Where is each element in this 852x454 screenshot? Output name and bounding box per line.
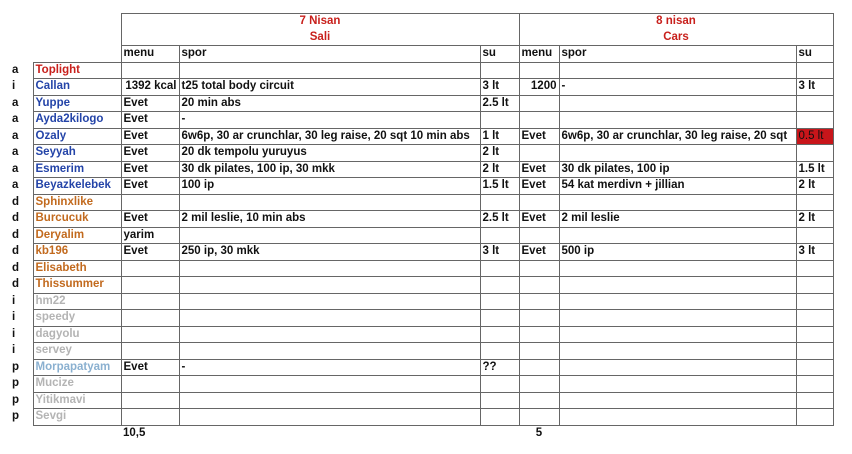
- day2-spor-cell[interactable]: [559, 293, 796, 310]
- day1-su-cell[interactable]: [480, 310, 519, 327]
- day2-date: 8 nisan: [519, 14, 833, 30]
- day1-spor-cell[interactable]: 2 mil leslie, 10 min abs: [179, 211, 480, 228]
- day2-su-header: su: [796, 46, 833, 63]
- status-flag[interactable]: a: [12, 162, 19, 175]
- day1-spor-cell[interactable]: [179, 62, 480, 79]
- day2-spor-cell[interactable]: [559, 326, 796, 343]
- day1-su-cell[interactable]: [480, 293, 519, 310]
- day1-su-cell[interactable]: 3 lt: [480, 79, 519, 96]
- day1-menu-cell[interactable]: [121, 62, 179, 79]
- status-flag[interactable]: p: [12, 360, 20, 373]
- day2-menu-cell[interactable]: 1200: [519, 79, 559, 96]
- day1-su-cell[interactable]: [480, 227, 519, 244]
- participant-name[interactable]: Burcucuk: [33, 211, 121, 228]
- day1-su-cell[interactable]: [480, 409, 519, 426]
- day1-spor-cell[interactable]: 250 ip, 30 mkk: [179, 244, 480, 261]
- table-row: [10, 95, 833, 112]
- table-row: [10, 112, 833, 129]
- day1-menu-cell[interactable]: yarim: [121, 227, 179, 244]
- status-flag[interactable]: a: [12, 179, 19, 192]
- day1-menu-cell[interactable]: Evet: [121, 161, 179, 178]
- table-row: [10, 326, 833, 343]
- day2-total: 5: [535, 426, 543, 439]
- table-row: [10, 128, 833, 145]
- day1-spor-cell[interactable]: [179, 194, 480, 211]
- day1-su-cell[interactable]: [480, 392, 519, 409]
- day2-su-cell[interactable]: [796, 95, 833, 112]
- day2-menu-cell[interactable]: [519, 343, 559, 360]
- day1-spor-cell[interactable]: [179, 343, 480, 360]
- day2-su-cell[interactable]: [796, 392, 833, 409]
- participant-name[interactable]: Sevgi: [33, 409, 121, 426]
- day1-su-cell[interactable]: ??: [480, 359, 519, 376]
- participant-name[interactable]: Ayda2kilogo: [33, 112, 121, 129]
- date-row: [10, 14, 833, 30]
- participant-name[interactable]: Yitikmavi: [33, 392, 121, 409]
- day1-spor-cell[interactable]: [179, 376, 480, 393]
- day2-spor-cell[interactable]: [559, 112, 796, 129]
- day2-su-cell[interactable]: [796, 409, 833, 426]
- table-row: [10, 244, 833, 261]
- status-flag[interactable]: d: [12, 228, 20, 241]
- day1-menu-cell[interactable]: Evet: [121, 244, 179, 261]
- day1-menu-cell[interactable]: [121, 326, 179, 343]
- day1-spor-cell[interactable]: 20 min abs: [179, 95, 480, 112]
- day1-spor-cell[interactable]: 6w6p, 30 ar crunchlar, 30 leg raise, 20 sqt 10 min abs: [179, 128, 480, 145]
- status-flag[interactable]: i: [12, 344, 16, 357]
- day2-menu-cell[interactable]: [519, 112, 559, 129]
- status-flag[interactable]: p: [12, 410, 20, 423]
- participant-name[interactable]: kb196: [33, 244, 121, 261]
- participant-name[interactable]: Callan: [33, 79, 121, 96]
- status-flag[interactable]: i: [12, 294, 16, 307]
- day2-su-cell[interactable]: [796, 145, 833, 162]
- day1-spor-cell[interactable]: [179, 260, 480, 277]
- day1-su-cell[interactable]: [480, 343, 519, 360]
- table-row: [10, 392, 833, 409]
- day2-menu-cell[interactable]: Evet: [519, 178, 559, 195]
- day1-spor-cell[interactable]: [179, 310, 480, 327]
- day1-menu-cell[interactable]: Evet: [121, 128, 179, 145]
- day2-su-cell[interactable]: [796, 277, 833, 294]
- day1-spor-cell[interactable]: [179, 409, 480, 426]
- status-flag[interactable]: a: [12, 129, 19, 142]
- day2-menu-cell[interactable]: Evet: [519, 244, 559, 261]
- day1-su-cell[interactable]: 1 lt: [480, 128, 519, 145]
- day2-menu-cell[interactable]: [519, 409, 559, 426]
- day1-su-cell[interactable]: 2 lt: [480, 145, 519, 162]
- day2-su-cell[interactable]: [796, 194, 833, 211]
- day2-spor-cell[interactable]: [559, 227, 796, 244]
- day2-spor-cell[interactable]: [559, 376, 796, 393]
- participant-name[interactable]: hm22: [33, 293, 121, 310]
- day2-spor-cell[interactable]: [559, 392, 796, 409]
- day2-su-cell[interactable]: [796, 227, 833, 244]
- day2-su-cell[interactable]: [796, 310, 833, 327]
- day1-spor-cell[interactable]: -: [179, 112, 480, 129]
- status-flag[interactable]: i: [12, 80, 16, 93]
- day1-menu-cell[interactable]: [121, 392, 179, 409]
- status-flag[interactable]: d: [12, 261, 20, 274]
- status-flag[interactable]: a: [12, 63, 19, 76]
- day2-menu-cell[interactable]: [519, 95, 559, 112]
- table-row: [10, 277, 833, 294]
- day2-menu-cell[interactable]: [519, 310, 559, 327]
- day2-menu-cell[interactable]: [519, 326, 559, 343]
- participant-name[interactable]: Deryalim: [33, 227, 121, 244]
- day2-spor-cell[interactable]: [559, 145, 796, 162]
- table-row: [10, 359, 833, 376]
- day1-menu-cell[interactable]: Evet: [121, 112, 179, 129]
- day1-menu-cell[interactable]: [121, 260, 179, 277]
- participant-name[interactable]: Beyazkelebek: [33, 178, 121, 195]
- day1-menu-cell[interactable]: [121, 277, 179, 294]
- day2-menu-cell[interactable]: Evet: [519, 128, 559, 145]
- weekday-row: [10, 30, 833, 46]
- table-row: [10, 409, 833, 426]
- column-header-row: [10, 46, 833, 63]
- status-flag[interactable]: d: [12, 278, 20, 291]
- day1-menu-cell[interactable]: [121, 409, 179, 426]
- day2-menu-cell[interactable]: [519, 277, 559, 294]
- day2-menu-cell[interactable]: [519, 227, 559, 244]
- day1-spor-cell[interactable]: [179, 392, 480, 409]
- day1-menu-cell[interactable]: [121, 343, 179, 360]
- day2-su-cell[interactable]: [796, 112, 833, 129]
- participant-name[interactable]: dagyolu: [33, 326, 121, 343]
- day2-su-cell[interactable]: 0.5 lt: [796, 128, 833, 145]
- day1-menu-cell[interactable]: [121, 376, 179, 393]
- table-row: [10, 178, 833, 195]
- day2-su-cell[interactable]: [796, 260, 833, 277]
- day1-menu-cell[interactable]: [121, 194, 179, 211]
- status-flag[interactable]: a: [12, 146, 19, 159]
- table-row: [10, 194, 833, 211]
- day1-spor-cell[interactable]: t25 total body circuit: [179, 79, 480, 96]
- day1-total: 10,5: [123, 426, 146, 439]
- day2-menu-cell[interactable]: [519, 293, 559, 310]
- day2-spor-cell[interactable]: [559, 359, 796, 376]
- day1-spor-header: spor: [179, 46, 480, 63]
- table-row: [10, 79, 833, 96]
- participant-name[interactable]: Ozaly: [33, 128, 121, 145]
- day2-menu-cell[interactable]: [519, 376, 559, 393]
- day1-spor-cell[interactable]: 100 ip: [179, 178, 480, 195]
- participant-name[interactable]: servey: [33, 343, 121, 360]
- day1-spor-cell[interactable]: [179, 293, 480, 310]
- day1-spor-cell[interactable]: [179, 277, 480, 294]
- status-flag[interactable]: d: [12, 245, 20, 258]
- participant-name[interactable]: Yuppe: [33, 95, 121, 112]
- day1-menu-cell[interactable]: Evet: [121, 178, 179, 195]
- day2-spor-cell[interactable]: [559, 95, 796, 112]
- table-row: [10, 293, 833, 310]
- day1-spor-cell[interactable]: [179, 227, 480, 244]
- status-flag[interactable]: p: [12, 393, 20, 406]
- participant-name[interactable]: Thissummer: [33, 277, 121, 294]
- day1-menu-cell[interactable]: Evet: [121, 211, 179, 228]
- day1-su-cell[interactable]: [480, 376, 519, 393]
- day1-su-cell[interactable]: [480, 277, 519, 294]
- day1-su-cell[interactable]: 2.5 lt: [480, 95, 519, 112]
- day2-su-cell[interactable]: 1.5 lt: [796, 161, 833, 178]
- table-row: [10, 376, 833, 393]
- day2-su-cell[interactable]: [796, 62, 833, 79]
- participant-name[interactable]: Elisabeth: [33, 260, 121, 277]
- day2-menu-cell[interactable]: [519, 260, 559, 277]
- day2-su-cell[interactable]: 2 lt: [796, 178, 833, 195]
- day1-spor-cell[interactable]: 20 dk tempolu yuruyus: [179, 145, 480, 162]
- status-flag[interactable]: a: [12, 96, 19, 109]
- day1-menu-cell[interactable]: Evet: [121, 95, 179, 112]
- table-row: [10, 145, 833, 162]
- day1-menu-cell[interactable]: [121, 310, 179, 327]
- participant-name[interactable]: Toplight: [33, 62, 121, 79]
- day1-su-cell[interactable]: [480, 326, 519, 343]
- day2-spor-cell[interactable]: [559, 409, 796, 426]
- day2-spor-cell[interactable]: [559, 343, 796, 360]
- day1-weekday: Sali: [121, 30, 519, 46]
- day2-su-cell[interactable]: 2 lt: [796, 211, 833, 228]
- status-flag[interactable]: i: [12, 311, 16, 324]
- day2-su-cell[interactable]: [796, 359, 833, 376]
- day1-spor-cell[interactable]: [179, 326, 480, 343]
- day2-menu-cell[interactable]: [519, 359, 559, 376]
- status-flag[interactable]: a: [12, 113, 19, 126]
- day1-su-cell[interactable]: 2 lt: [480, 161, 519, 178]
- day2-spor-cell[interactable]: [559, 260, 796, 277]
- participant-name[interactable]: Seyyah: [33, 145, 121, 162]
- day2-su-cell[interactable]: [796, 326, 833, 343]
- day1-spor-cell[interactable]: -: [179, 359, 480, 376]
- day2-su-cell[interactable]: [796, 293, 833, 310]
- day2-menu-cell[interactable]: [519, 145, 559, 162]
- day1-su-cell[interactable]: 3 lt: [480, 244, 519, 261]
- participant-name[interactable]: Sphinxlike: [33, 194, 121, 211]
- day2-weekday: Cars: [519, 30, 833, 46]
- day2-spor-cell[interactable]: 54 kat merdivn + jillian: [559, 178, 796, 195]
- day1-su-cell[interactable]: [480, 112, 519, 129]
- table-row: [10, 211, 833, 228]
- day2-spor-cell[interactable]: [559, 194, 796, 211]
- day2-menu-cell[interactable]: Evet: [519, 161, 559, 178]
- day2-su-cell[interactable]: 3 lt: [796, 79, 833, 96]
- status-flag[interactable]: p: [12, 377, 20, 390]
- day2-spor-cell[interactable]: [559, 62, 796, 79]
- participant-name[interactable]: speedy: [33, 310, 121, 327]
- day2-menu-cell[interactable]: Evet: [519, 211, 559, 228]
- day2-spor-cell[interactable]: 500 ip: [559, 244, 796, 261]
- day1-menu-cell[interactable]: Evet: [121, 145, 179, 162]
- table-row: [10, 161, 833, 178]
- status-flag[interactable]: d: [12, 212, 20, 225]
- day1-su-cell[interactable]: [480, 62, 519, 79]
- day1-spor-cell[interactable]: 30 dk pilates, 100 ip, 30 mkk: [179, 161, 480, 178]
- day2-su-cell[interactable]: [796, 376, 833, 393]
- day2-menu-cell[interactable]: [519, 62, 559, 79]
- participant-name[interactable]: Esmerim: [33, 161, 121, 178]
- table-row: [10, 310, 833, 327]
- day2-spor-cell[interactable]: [559, 277, 796, 294]
- table-row: [10, 343, 833, 360]
- day2-spor-cell[interactable]: 30 dk pilates, 100 ip: [559, 161, 796, 178]
- table-row: [10, 227, 833, 244]
- day2-su-cell[interactable]: 3 lt: [796, 244, 833, 261]
- day1-su-cell[interactable]: 2.5 lt: [480, 211, 519, 228]
- day2-spor-header: spor: [559, 46, 796, 63]
- status-flag[interactable]: i: [12, 327, 16, 340]
- day2-menu-header: menu: [519, 46, 559, 63]
- participant-name[interactable]: Morpapatyam: [33, 359, 121, 376]
- table-row: [10, 260, 833, 277]
- day1-su-cell[interactable]: 1.5 lt: [480, 178, 519, 195]
- day2-su-cell[interactable]: [796, 343, 833, 360]
- participant-name[interactable]: Mucize: [33, 376, 121, 393]
- day1-menu-header: menu: [121, 46, 179, 63]
- tracking-sheet: [10, 13, 834, 441]
- status-flag[interactable]: d: [12, 195, 20, 208]
- day1-menu-cell[interactable]: 1392 kcal: [121, 79, 179, 96]
- day2-spor-cell[interactable]: [559, 310, 796, 327]
- day1-su-header: su: [480, 46, 519, 63]
- day1-menu-cell[interactable]: [121, 293, 179, 310]
- day1-su-cell[interactable]: [480, 260, 519, 277]
- day2-spor-cell[interactable]: -: [559, 79, 796, 96]
- day1-date: 7 Nisan: [121, 14, 519, 30]
- day2-menu-cell[interactable]: [519, 194, 559, 211]
- day2-spor-cell[interactable]: 2 mil leslie: [559, 211, 796, 228]
- day2-spor-cell[interactable]: 6w6p, 30 ar crunchlar, 30 leg raise, 20 sqt: [559, 128, 796, 145]
- day2-menu-cell[interactable]: [519, 392, 559, 409]
- day1-menu-cell[interactable]: Evet: [121, 359, 179, 376]
- table-row: [10, 62, 833, 79]
- day1-su-cell[interactable]: [480, 194, 519, 211]
- totals-row: [10, 425, 833, 441]
